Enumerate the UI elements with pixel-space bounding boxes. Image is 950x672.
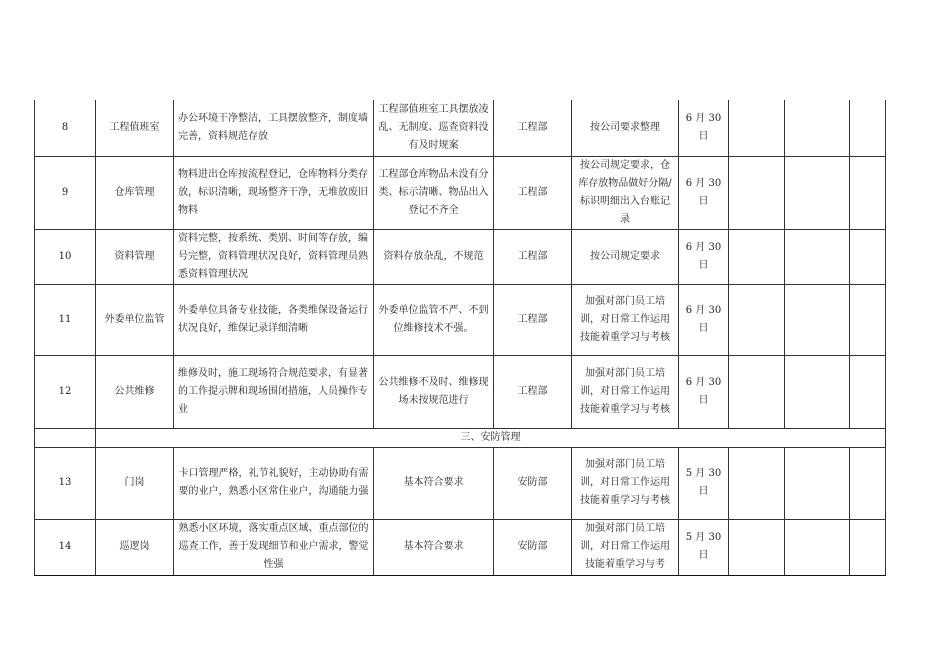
deadline: 6 月 30 日 — [679, 100, 729, 156]
table-row — [35, 100, 886, 156]
empty-cell — [850, 355, 886, 428]
check-item: 工程值班室 — [96, 100, 174, 156]
section-header-row — [35, 428, 886, 447]
problem-text: 公共维修不及时、维修现场未按规范进行 — [374, 355, 494, 428]
empty-cell — [35, 428, 96, 447]
deadline: 5 月 30 日 — [679, 519, 729, 575]
empty-cell — [729, 519, 785, 575]
row-number: 11 — [35, 284, 96, 355]
department: 安防部 — [494, 519, 572, 575]
measure-text: 加强对部门员工培训，对日常工作运用技能着重学习与考核 — [572, 284, 679, 355]
check-item: 外委单位监管 — [96, 284, 174, 355]
measure-text: 加强对部门员工培训，对日常工作运用技能着重学习与考核 — [572, 355, 679, 428]
check-item: 公共维修 — [96, 355, 174, 428]
measure-text: 按公司规定要求，仓库存放物品做好分隔/标识明细出入台账记录 — [572, 156, 679, 229]
table-row — [35, 447, 886, 519]
department: 工程部 — [494, 100, 572, 156]
empty-cell — [785, 355, 850, 428]
table-row — [35, 355, 886, 428]
department: 工程部 — [494, 284, 572, 355]
inspection-table — [34, 100, 886, 576]
standard-text: 熟悉小区环境，落实重点区域、重点部位的巡查工作，善于发现细节和业户需求，警觉性强 — [174, 519, 374, 575]
empty-cell — [729, 100, 785, 156]
empty-cell — [785, 447, 850, 519]
table-row — [35, 519, 886, 575]
check-item: 仓库管理 — [96, 156, 174, 229]
empty-cell — [850, 519, 886, 575]
deadline: 5 月 30 日 — [679, 447, 729, 519]
empty-cell — [785, 519, 850, 575]
department: 工程部 — [494, 229, 572, 284]
row-number: 10 — [35, 229, 96, 284]
problem-text: 工程部值班室工具摆放凌乱、无制度、巡查资料没有及时规案 — [374, 100, 494, 156]
empty-cell — [785, 156, 850, 229]
check-item: 资料管理 — [96, 229, 174, 284]
standard-text: 资料完整，按系统、类别、时间等存放，编号完整，资料管理状况良好，资料管理员熟悉资料管理状况 — [174, 229, 374, 284]
section-header: 三、安防管理 — [96, 428, 886, 447]
empty-cell — [850, 284, 886, 355]
table-row — [35, 284, 886, 355]
department: 安防部 — [494, 447, 572, 519]
empty-cell — [729, 229, 785, 284]
row-number: 13 — [35, 447, 96, 519]
standard-text: 维修及时，施工现场符合规范要求，有显著的工作提示牌和现场围闭措施，人员操作专业 — [174, 355, 374, 428]
deadline: 6 月 30 日 — [679, 284, 729, 355]
deadline: 6 月 30 日 — [679, 229, 729, 284]
empty-cell — [729, 156, 785, 229]
empty-cell — [729, 355, 785, 428]
check-item: 巡逻岗 — [96, 519, 174, 575]
empty-cell — [729, 447, 785, 519]
table-row — [35, 229, 886, 284]
measure-text: 按公司要求整理 — [572, 100, 679, 156]
standard-text: 卡口管理严格，礼节礼貌好，主动协助有需要的业户，熟悉小区常住业户，沟通能力强 — [174, 447, 374, 519]
measure-text: 加强对部门员工培训，对日常工作运用技能着重学习与考 — [572, 519, 679, 575]
problem-text: 资料存放杂乱，不规范 — [374, 229, 494, 284]
department: 工程部 — [494, 355, 572, 428]
empty-cell — [850, 447, 886, 519]
deadline: 6 月 30 日 — [679, 156, 729, 229]
empty-cell — [785, 100, 850, 156]
empty-cell — [850, 100, 886, 156]
measure-text: 按公司规定要求 — [572, 229, 679, 284]
check-item: 门岗 — [96, 447, 174, 519]
row-number: 9 — [35, 156, 96, 229]
standard-text: 物料进出仓库按流程登记，仓库物料分类存放，标识清晰，现场整齐干净，无堆放废旧物料 — [174, 156, 374, 229]
empty-cell — [785, 229, 850, 284]
problem-text: 外委单位监管不严、不到位维修技术不强。 — [374, 284, 494, 355]
empty-cell — [729, 284, 785, 355]
problem-text: 工程部仓库物品未没有分类、标示清晰、物品出入登记不齐全 — [374, 156, 494, 229]
empty-cell — [850, 156, 886, 229]
empty-cell — [785, 284, 850, 355]
row-number: 12 — [35, 355, 96, 428]
deadline: 6 月 30 日 — [679, 355, 729, 428]
standard-text: 办公环境干净整洁，工具摆放整齐，制度墙完善，资料规范存放 — [174, 100, 374, 156]
row-number: 14 — [35, 519, 96, 575]
problem-text: 基本符合要求 — [374, 447, 494, 519]
empty-cell — [850, 229, 886, 284]
problem-text: 基本符合要求 — [374, 519, 494, 575]
measure-text: 加强对部门员工培训，对日常工作运用技能着重学习与考核 — [572, 447, 679, 519]
table-row — [35, 156, 886, 229]
department: 工程部 — [494, 156, 572, 229]
row-number: 8 — [35, 100, 96, 156]
standard-text: 外委单位具备专业技能，各类维保设备运行状况良好，维保记录详细清晰 — [174, 284, 374, 355]
